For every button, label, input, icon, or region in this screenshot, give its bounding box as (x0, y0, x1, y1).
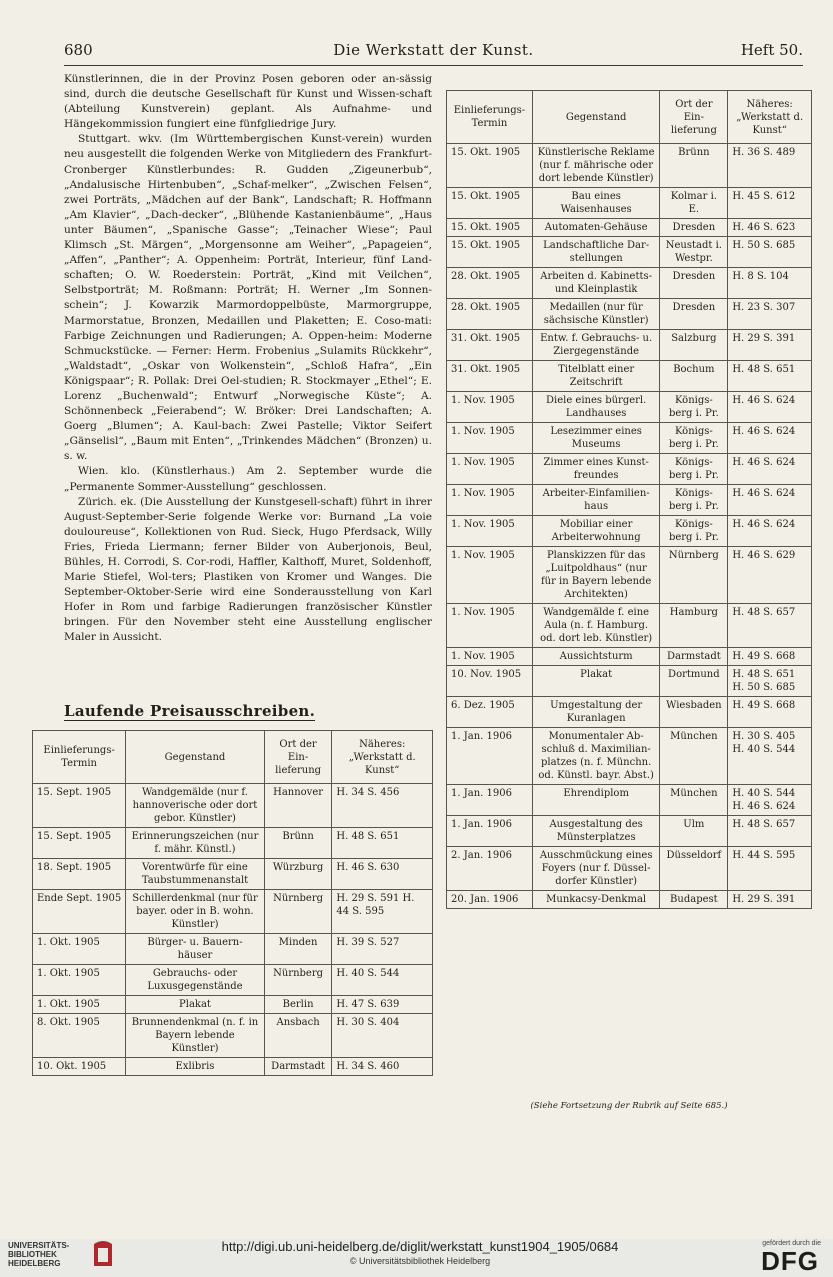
table-row (447, 485, 812, 516)
cell-reference: H. 50 S. 685 (728, 237, 812, 268)
cell-reference: H. 30 S. 405 H. 40 S. 544 (728, 728, 812, 785)
cell-reference: H. 39 S. 527 (332, 934, 433, 965)
cell-gegenstand: Umgestaltung der Kuranlagen (532, 697, 660, 728)
table-row (447, 454, 812, 485)
cell-reference: H. 49 S. 668 (728, 697, 812, 728)
journal-title: Die Werkstatt der Kunst. (333, 41, 534, 59)
cell-ort: München (660, 785, 728, 816)
cell-termin: 10. Okt. 1905 (33, 1058, 126, 1076)
cell-ort: München (660, 728, 728, 785)
cell-gegenstand: Wandgemälde f. eine Aula (n. f. Hamburg. od. dort leb. Künstler) (532, 604, 660, 648)
running-header (64, 41, 803, 66)
cell-gegenstand: Automaten-Gehäuse (532, 219, 660, 237)
cell-gegenstand: Bau eines Waisenhauses (532, 188, 660, 219)
table-row (447, 604, 812, 648)
cell-ort: Dresden (660, 299, 728, 330)
cell-reference: H. 40 S. 544 (332, 965, 433, 996)
cell-reference: H. 8 S. 104 (728, 268, 812, 299)
table-row (447, 666, 812, 697)
table-row (447, 299, 812, 330)
table-row (33, 965, 433, 996)
cell-ort: Ansbach (264, 1014, 332, 1058)
library-name-line: BIBLIOTHEK (8, 1250, 57, 1259)
table-row (447, 188, 812, 219)
cell-reference: H. 29 S. 591 H. 44 S. 595 (332, 890, 433, 934)
paragraph: Stuttgart. wkv. (Im Württembergischen Kunst-verein) wurden neu ausgestellt die folgenden Werke von Mitgliedern des Frankfurt-Cronberger Künstlerbundes: R. Gudden „Zigeunerbub“, „Andalusische Hirtenbuben“, „Schaf-melker“, „Zwischen Felsen“, zwei Porträts, „Mädchen auf der Bank“, Landschaft; R. Hoffmann „Am Klavier“, „Dach-decker“, „Blühende Kastanienbäume“, „Haus unter Bäumen“, „Spanische Gasse“; „Teinacher Wiese“; Paul Klimsch „St. Märgen“, „Morgensonne am Weiher“, „Papageien“, „Affen“, „Panther“; A. Oppenheim: Porträt, Interieur, fünf Land-schaften; O. W. Roederstein: Porträt, „Kind mit Veilchen“, Selbstporträt; M. Roßmann: Porträt; H. Werner „Im Sonnen-schein“; J. Kowarzik Marmordoppelbüste, Marmorgruppe, Marmorstatue, Bronzen, Medaillen und Plaketten; E. Coso-mati: Farbige Zeichnungen und Radierungen; A. Oppen-heim: Moderne Schmuckstücke. — Ferner: Herm. Frobenius „Sulamits Rückkehr“, „Waldstadt“, „Oskar von Wolkenstein“, „Schloß Hafra“, „Ein Königspaar“; R. Pollak: Drei Oel-studien; R. Stockmayer „Ethel“; E. Lorenz „Buchenwald“; Entwurf „Norwegische Küste“; A. Schönnenbeck „Feierabend“; W. Bröker: Drei Landschaften; A. Goerg „Blumen“; A. Kaul-bach: Zwei Pastelle; Viktor Seifert „Gänselisl“, „Baum mit Enten“, „Trinkendes Mädchen“ (Bronzen) u. s. w. (64, 133, 432, 463)
library-logo-text (8, 1241, 69, 1268)
table-row (447, 219, 812, 237)
header-ort: Ort der Ein-lieferung (264, 731, 332, 784)
cell-ort: Brünn (264, 828, 332, 859)
table-row (447, 816, 812, 847)
table-continuation-note: (Siehe Fortsetzung der Rubrik auf Seite 685.) (530, 1101, 728, 1111)
table-row (447, 847, 812, 891)
cell-termin: 1. Nov. 1905 (447, 516, 533, 547)
table-row (33, 828, 433, 859)
competitions-table-right (446, 90, 812, 909)
cell-termin: 1. Nov. 1905 (447, 454, 533, 485)
library-name-line: UNIVERSITÄTS- (8, 1241, 70, 1250)
cell-gegenstand: Ausgestaltung des Münsterplatzes (532, 816, 660, 847)
cell-gegenstand: Diele eines bürgerl. Landhauses (532, 392, 660, 423)
cell-ort: Hamburg (660, 604, 728, 648)
header-ort: Ort der Ein-lieferung (660, 91, 728, 144)
table-row (33, 996, 433, 1014)
header-naeheres: Näheres: „Werkstatt d. Kunst“ (728, 91, 812, 144)
section-title: Laufende Preisausschreiben. (64, 702, 316, 720)
cell-gegenstand: Ehrendiplom (532, 785, 660, 816)
cell-ort: Salzburg (660, 330, 728, 361)
competitions-table-left (32, 730, 433, 1076)
cell-ort: Nürnberg (660, 547, 728, 604)
cell-reference: H. 23 S. 307 (728, 299, 812, 330)
cell-termin: 1. Nov. 1905 (447, 648, 533, 666)
cell-ort: Düsseldorf (660, 847, 728, 891)
paragraph: Künstlerinnen, die in der Provinz Posen geboren oder an-sässig sind, durch die deutsche Gesellschaft für Kunst und Wissen-schaft (Abteilung Kunstverein) geplant. Als Aufnahme- und Hängekommission fungiert eine fünfgliedrige Jury. (64, 73, 432, 131)
cell-ort: Darmstadt (264, 1058, 332, 1076)
cell-ort: Königs-berg i. Pr. (660, 454, 728, 485)
cell-gegenstand: Lesezimmer eines Museums (532, 423, 660, 454)
table-row (33, 934, 433, 965)
cell-gegenstand: Schillerdenkmal (nur für bayer. oder in B. wohn. Künstler) (126, 890, 265, 934)
cell-reference: H. 29 S. 391 (728, 891, 812, 909)
cell-reference: H. 46 S. 624 (728, 454, 812, 485)
table-row (447, 268, 812, 299)
cell-termin: Ende Sept. 1905 (33, 890, 126, 934)
table-row (447, 728, 812, 785)
cell-reference: H. 48 S. 651 (728, 361, 812, 392)
cell-reference: H. 46 S. 624 (728, 485, 812, 516)
cell-ort: Neustadt i. Westpr. (660, 237, 728, 268)
page-number: 680 (64, 41, 93, 59)
cell-gegenstand: Planskizzen für das „Luitpoldhaus“ (nur für in Bayern lebende Architekten) (532, 547, 660, 604)
cell-gegenstand: Vorentwürfe für eine Taubstummenanstalt (126, 859, 265, 890)
cell-termin: 15. Okt. 1905 (447, 219, 533, 237)
cell-gegenstand: Aussichtsturm (532, 648, 660, 666)
table-row (447, 330, 812, 361)
cell-ort: Kolmar i. E. (660, 188, 728, 219)
cell-gegenstand: Erinnerungszeichen (nur f. mähr. Künstl.) (126, 828, 265, 859)
table-row (447, 516, 812, 547)
cell-termin: 18. Sept. 1905 (33, 859, 126, 890)
cell-reference: H. 46 S. 624 (728, 392, 812, 423)
cell-ort: Königs-berg i. Pr. (660, 485, 728, 516)
cell-termin: 31. Okt. 1905 (447, 330, 533, 361)
cell-termin: 1. Nov. 1905 (447, 485, 533, 516)
table-row (33, 1014, 433, 1058)
header-gegenstand: Gegenstand (532, 91, 660, 144)
table-row (447, 392, 812, 423)
cell-termin: 1. Nov. 1905 (447, 547, 533, 604)
table-row (447, 891, 812, 909)
cell-termin: 1. Okt. 1905 (33, 996, 126, 1014)
table-row (447, 423, 812, 454)
paragraph: Zürich. ek. (Die Ausstellung der Kunstgesell-schaft) führt in ihrer August-September-Serie folgende Werke vor: Burnand „La voie douloureuse“, Kollektionen von Rud. Sieck, Hugo Pferdsack, Willy Fries, Frieda Liermann; ferner Bilder von Auberjonois, Beul, Bühles, H. Corrodi, S. Cor-rodi, Haffler, Kalthoff, Muret, Soldenhoff, Marie Stiefel, Wol-ters; Plastiken von Kromer und Wanges. Die September-Oktober-Serie wird eine Sonderausstellung von Karl Hofer in Rom und farbige Radierungen französischer Künstler bringen. Für den November steht eine Ausstellung englischer Maler in Aussicht. (64, 495, 432, 644)
funding-note: gefördert durch die (762, 1240, 821, 1247)
cell-termin: 1. Nov. 1905 (447, 604, 533, 648)
cell-reference: H. 34 S. 456 (332, 784, 433, 828)
cell-ort: Brünn (660, 144, 728, 188)
paragraph: Wien. klo. (Künstlerhaus.) Am 2. September wurde die „Permanente Sommer-Ausstellung“ geschlossen. (64, 465, 432, 493)
cell-termin: 1. Okt. 1905 (33, 934, 126, 965)
cell-gegenstand: Ausschmückung eines Foyers (nur f. Düssel-dorfer Künstler) (532, 847, 660, 891)
cell-reference: H. 44 S. 595 (728, 847, 812, 891)
cell-reference: H. 40 S. 544 H. 46 S. 624 (728, 785, 812, 816)
cell-termin: 1. Nov. 1905 (447, 392, 533, 423)
table-row (447, 697, 812, 728)
cell-reference: H. 46 S. 629 (728, 547, 812, 604)
cell-gegenstand: Wandgemälde (nur f. hannoverische oder dort gebor. Künstler) (126, 784, 265, 828)
cell-ort: Minden (264, 934, 332, 965)
cell-reference: H. 48 S. 651 (332, 828, 433, 859)
cell-gegenstand: Titelblatt einer Zeitschrift (532, 361, 660, 392)
cell-gegenstand: Landschaftliche Dar-stellungen (532, 237, 660, 268)
cell-ort: Budapest (660, 891, 728, 909)
copyright-text: © Universitätsbibliothek Heidelberg (349, 1256, 491, 1266)
cell-termin: 10. Nov. 1905 (447, 666, 533, 697)
cell-reference: H. 29 S. 391 (728, 330, 812, 361)
cell-gegenstand: Mobiliar einer Arbeiterwohnung (532, 516, 660, 547)
cell-termin: 15. Okt. 1905 (447, 188, 533, 219)
table-row (447, 237, 812, 268)
cell-gegenstand: Künstlerische Reklame (nur f. mährische oder dort lebende Künstler) (532, 144, 660, 188)
cell-gegenstand: Medaillen (nur für sächsische Künstler) (532, 299, 660, 330)
cell-reference: H. 34 S. 460 (332, 1058, 433, 1076)
cell-ort: Berlin (264, 996, 332, 1014)
cell-reference: H. 30 S. 404 (332, 1014, 433, 1058)
permalink-url[interactable]: http://digi.ub.uni-heidelberg.de/diglit/werkstatt_kunst1904_1905/0684 (221, 1239, 619, 1254)
cell-gegenstand: Munkacsy-Denkmal (532, 891, 660, 909)
cell-gegenstand: Zimmer eines Kunst-freundes (532, 454, 660, 485)
table-header-row (33, 731, 433, 784)
cell-ort: Nürnberg (264, 965, 332, 996)
cell-gegenstand: Brunnendenkmal (n. f. in Bayern lebende Künstler) (126, 1014, 265, 1058)
cell-termin: 1. Okt. 1905 (33, 965, 126, 996)
cell-termin: 28. Okt. 1905 (447, 299, 533, 330)
cell-termin: 15. Okt. 1905 (447, 237, 533, 268)
cell-ort: Hannover (264, 784, 332, 828)
cell-gegenstand: Arbeiten d. Kabinetts- und Kleinplastik (532, 268, 660, 299)
header-naeheres: Näheres: „Werkstatt d. Kunst“ (332, 731, 433, 784)
cell-termin: 15. Okt. 1905 (447, 144, 533, 188)
library-emblem-icon (92, 1238, 114, 1268)
header-gegenstand: Gegenstand (126, 731, 265, 784)
table-row (33, 784, 433, 828)
table-header-row (447, 91, 812, 144)
cell-ort: Ulm (660, 816, 728, 847)
cell-ort: Königs-berg i. Pr. (660, 392, 728, 423)
cell-ort: Königs-berg i. Pr. (660, 423, 728, 454)
cell-termin: 31. Okt. 1905 (447, 361, 533, 392)
issue-number: Heft 50. (740, 41, 803, 59)
cell-gegenstand: Plakat (126, 996, 265, 1014)
cell-reference: H. 48 S. 657 (728, 604, 812, 648)
cell-ort: Königs-berg i. Pr. (660, 516, 728, 547)
cell-ort: Bochum (660, 361, 728, 392)
cell-ort: Dresden (660, 219, 728, 237)
cell-reference: H. 46 S. 624 (728, 516, 812, 547)
table-row (33, 859, 433, 890)
cell-reference: H. 46 S. 630 (332, 859, 433, 890)
table-row (447, 361, 812, 392)
header-termin: Einlieferungs-Termin (33, 731, 126, 784)
cell-termin: 20. Jan. 1906 (447, 891, 533, 909)
dfg-logo: DFG (761, 1246, 819, 1276)
cell-termin: 8. Okt. 1905 (33, 1014, 126, 1058)
table-row (447, 547, 812, 604)
cell-reference: H. 49 S. 668 (728, 648, 812, 666)
cell-ort: Dortmund (660, 666, 728, 697)
cell-gegenstand: Gebrauchs- oder Luxusgegenstände (126, 965, 265, 996)
cell-gegenstand: Bürger- u. Bauern-häuser (126, 934, 265, 965)
cell-termin: 1. Jan. 1906 (447, 728, 533, 785)
cell-termin: 2. Jan. 1906 (447, 847, 533, 891)
cell-termin: 15. Sept. 1905 (33, 828, 126, 859)
cell-termin: 1. Nov. 1905 (447, 423, 533, 454)
cell-reference: H. 45 S. 612 (728, 188, 812, 219)
body-text (64, 72, 432, 646)
cell-reference: H. 46 S. 623 (728, 219, 812, 237)
table-row (33, 890, 433, 934)
cell-termin: 28. Okt. 1905 (447, 268, 533, 299)
cell-ort: Würzburg (264, 859, 332, 890)
cell-reference: H. 46 S. 624 (728, 423, 812, 454)
cell-reference: H. 48 S. 657 (728, 816, 812, 847)
header-termin: Einlieferungs-Termin (447, 91, 533, 144)
table-row (447, 144, 812, 188)
table-row (447, 648, 812, 666)
cell-gegenstand: Arbeiter-Einfamilien-haus (532, 485, 660, 516)
cell-termin: 1. Jan. 1906 (447, 785, 533, 816)
cell-termin: 1. Jan. 1906 (447, 816, 533, 847)
cell-gegenstand: Exlibris (126, 1058, 265, 1076)
cell-gegenstand: Entw. f. Gebrauchs- u. Ziergegenstände (532, 330, 660, 361)
cell-gegenstand: Plakat (532, 666, 660, 697)
cell-ort: Dresden (660, 268, 728, 299)
cell-reference: H. 47 S. 639 (332, 996, 433, 1014)
cell-ort: Wiesbaden (660, 697, 728, 728)
table-row (447, 785, 812, 816)
cell-reference: H. 48 S. 651 H. 50 S. 685 (728, 666, 812, 697)
table-row (33, 1058, 433, 1076)
cell-termin: 15. Sept. 1905 (33, 784, 126, 828)
cell-gegenstand: Monumentaler Ab-schluß d. Maximilian-platzes (n. f. Münchn. od. Künstl. bayr. Abst.) (532, 728, 660, 785)
cell-reference: H. 36 S. 489 (728, 144, 812, 188)
cell-ort: Nürnberg (264, 890, 332, 934)
cell-termin: 6. Dez. 1905 (447, 697, 533, 728)
cell-ort: Darmstadt (660, 648, 728, 666)
library-name-line: HEIDELBERG (8, 1259, 61, 1268)
